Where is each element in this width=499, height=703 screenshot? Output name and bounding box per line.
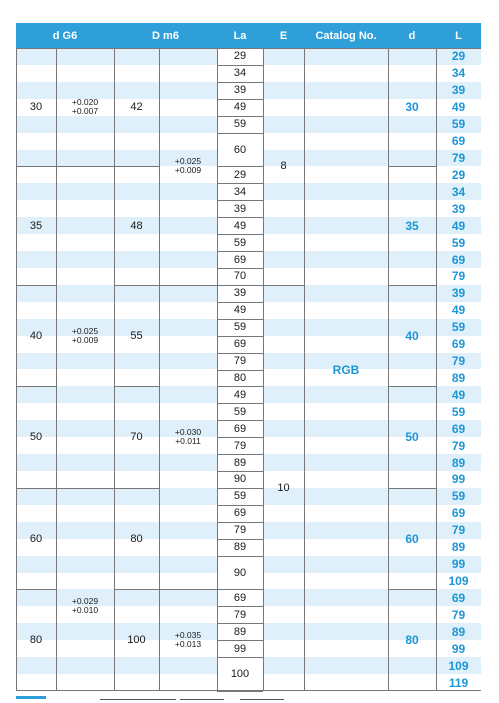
group-divider — [16, 589, 56, 590]
L-value: 34 — [451, 184, 466, 199]
La-value: 69 — [233, 253, 247, 266]
column-divider — [304, 48, 305, 691]
group-divider — [114, 386, 159, 387]
La-value: 69 — [233, 422, 247, 435]
L-value: 99 — [451, 641, 466, 656]
column-divider — [263, 48, 264, 691]
header-d: d — [388, 23, 436, 48]
catalog-number: RGB — [332, 362, 360, 377]
L-value: 79 — [451, 354, 466, 369]
L-value: 89 — [451, 455, 466, 470]
catalog-d-value: 35 — [405, 218, 419, 233]
L-value: 79 — [451, 523, 466, 538]
La-value: 79 — [233, 524, 247, 537]
tolerance-upper: +0.025 — [174, 156, 202, 167]
L-value: 69 — [451, 421, 466, 436]
footer-rule-2 — [180, 699, 224, 700]
catalog-d-value: 60 — [405, 531, 419, 546]
La-value: 70 — [233, 270, 247, 283]
header-d-g6: d G6 — [16, 23, 114, 48]
tolerance-lower: +0.007 — [71, 106, 99, 117]
L-value: 59 — [451, 235, 466, 250]
d-value: 35 — [29, 219, 43, 232]
group-divider — [114, 166, 159, 167]
E-value: 8 — [280, 160, 287, 173]
La-value: 49 — [233, 101, 247, 114]
La-value: 34 — [233, 185, 247, 198]
L-value: 69 — [451, 590, 466, 605]
La-value: 79 — [233, 608, 247, 621]
La-value: 89 — [233, 625, 247, 638]
header-d-m6: D m6 — [114, 23, 217, 48]
L-value: 89 — [451, 370, 466, 385]
La-value: 69 — [233, 507, 247, 520]
header-l: L — [436, 23, 481, 48]
group-divider — [388, 589, 436, 590]
tolerance-upper: +0.030 — [174, 427, 202, 438]
tolerance-upper: +0.025 — [71, 325, 99, 336]
group-divider — [388, 285, 436, 286]
d-value: 50 — [29, 431, 43, 444]
la-cell-divider — [217, 691, 263, 692]
L-value: 59 — [451, 320, 466, 335]
L-value: 59 — [451, 404, 466, 419]
La-value: 90 — [233, 473, 247, 486]
La-value: 99 — [233, 642, 247, 655]
L-value: 69 — [451, 506, 466, 521]
catalog-d-value: 30 — [405, 100, 419, 115]
d-value: 40 — [29, 329, 43, 342]
L-value: 49 — [451, 303, 466, 318]
group-divider — [56, 488, 114, 489]
d-tolerance — [56, 327, 114, 345]
L-value: 34 — [451, 66, 466, 81]
group-divider — [16, 488, 56, 489]
L-value: 49 — [451, 387, 466, 402]
d-value: 30 — [29, 101, 43, 114]
L-value: 79 — [451, 269, 466, 284]
La-value: 79 — [233, 439, 247, 452]
D-tolerance — [159, 631, 217, 649]
header-e: E — [263, 23, 304, 48]
column-divider — [436, 48, 437, 691]
group-divider — [16, 386, 56, 387]
group-divider — [114, 285, 159, 286]
L-value: 109 — [448, 658, 469, 673]
header-la: La — [217, 23, 263, 48]
D-value: 48 — [130, 219, 143, 232]
La-value: 59 — [233, 490, 247, 503]
L-value: 99 — [451, 472, 466, 487]
La-value: 34 — [233, 67, 247, 80]
tolerance-lower: +0.010 — [71, 605, 99, 616]
L-value: 109 — [448, 574, 469, 588]
E-value: 10 — [277, 481, 290, 494]
D-tolerance — [159, 157, 217, 175]
L-value: 39 — [451, 83, 466, 98]
footer-accent-bar — [16, 696, 46, 699]
La-value: 59 — [233, 321, 247, 334]
d-value: 60 — [29, 532, 43, 545]
group-divider — [114, 488, 159, 489]
tolerance-upper: +0.035 — [174, 630, 202, 641]
column-divider — [16, 48, 17, 691]
D-value: 80 — [130, 532, 143, 545]
L-value: 69 — [451, 252, 466, 267]
column-divider — [388, 48, 389, 691]
L-value: 59 — [451, 489, 466, 504]
L-value: 29 — [451, 49, 466, 64]
d-tolerance — [56, 597, 114, 615]
La-value: 89 — [233, 456, 247, 469]
La-value: 49 — [233, 304, 247, 317]
La-value: 29 — [233, 168, 247, 181]
La-value: 80 — [233, 371, 247, 384]
La-value: 60 — [233, 143, 247, 156]
L-value: 89 — [451, 540, 466, 555]
d-tolerance — [56, 98, 114, 116]
L-value: 59 — [451, 117, 466, 132]
La-value: 89 — [233, 541, 247, 554]
L-value: 49 — [451, 100, 466, 115]
La-value: 69 — [233, 338, 247, 351]
L-value: 119 — [448, 675, 469, 690]
group-divider — [388, 166, 436, 167]
catalog-d-value: 50 — [405, 430, 419, 445]
dimension-table — [16, 23, 481, 691]
group-divider — [56, 166, 114, 167]
La-value: 39 — [233, 202, 247, 215]
La-value: 100 — [230, 668, 250, 681]
group-divider — [388, 488, 436, 489]
catalog-d-value: 80 — [405, 633, 419, 648]
group-divider — [263, 285, 304, 286]
D-tolerance — [159, 428, 217, 446]
tolerance-lower: +0.009 — [71, 334, 99, 345]
d-value: 80 — [29, 634, 43, 647]
La-value: 69 — [233, 591, 247, 604]
La-value: 39 — [233, 287, 247, 300]
tolerance-lower: +0.011 — [175, 436, 201, 447]
La-value: 90 — [233, 566, 247, 579]
D-value: 42 — [130, 101, 143, 114]
L-value: 79 — [451, 607, 466, 622]
group-divider — [16, 285, 56, 286]
L-value: 69 — [451, 134, 466, 149]
L-value: 69 — [451, 337, 466, 352]
D-value: 55 — [130, 329, 143, 342]
column-divider — [114, 48, 115, 691]
column-divider — [159, 48, 160, 691]
L-value: 79 — [451, 150, 466, 165]
header-catalog-no: Catalog No. — [304, 23, 388, 48]
tolerance-upper: +0.020 — [71, 97, 99, 108]
La-value: 79 — [233, 355, 247, 368]
L-value: 79 — [451, 438, 466, 453]
La-value: 39 — [233, 84, 247, 97]
L-value: 89 — [451, 624, 466, 639]
La-value: 49 — [233, 219, 247, 232]
La-value: 59 — [233, 236, 247, 249]
La-value: 59 — [233, 118, 247, 131]
La-value: 59 — [233, 405, 247, 418]
La-value: 49 — [233, 388, 247, 401]
footer-rule-1 — [100, 699, 176, 700]
L-value: 29 — [451, 167, 466, 182]
tolerance-lower: +0.013 — [174, 639, 202, 650]
group-divider — [16, 166, 56, 167]
group-divider — [159, 589, 217, 590]
tolerance-lower: +0.009 — [174, 165, 202, 176]
D-value: 70 — [130, 431, 143, 444]
table-bottom-border — [16, 690, 481, 691]
La-value: 29 — [233, 50, 247, 63]
L-value: 99 — [451, 557, 466, 572]
group-divider — [114, 589, 159, 590]
L-value: 49 — [451, 218, 466, 233]
catalog-d-value: 40 — [405, 328, 419, 343]
footer-rule-3 — [240, 699, 284, 700]
L-value: 39 — [451, 286, 466, 301]
group-divider — [159, 285, 217, 286]
D-value: 100 — [127, 634, 146, 647]
L-value: 39 — [451, 201, 466, 216]
group-divider — [388, 386, 436, 387]
table-top-border — [16, 48, 481, 49]
column-divider — [217, 48, 218, 691]
column-divider — [56, 48, 57, 691]
tolerance-upper: +0.029 — [71, 596, 99, 607]
